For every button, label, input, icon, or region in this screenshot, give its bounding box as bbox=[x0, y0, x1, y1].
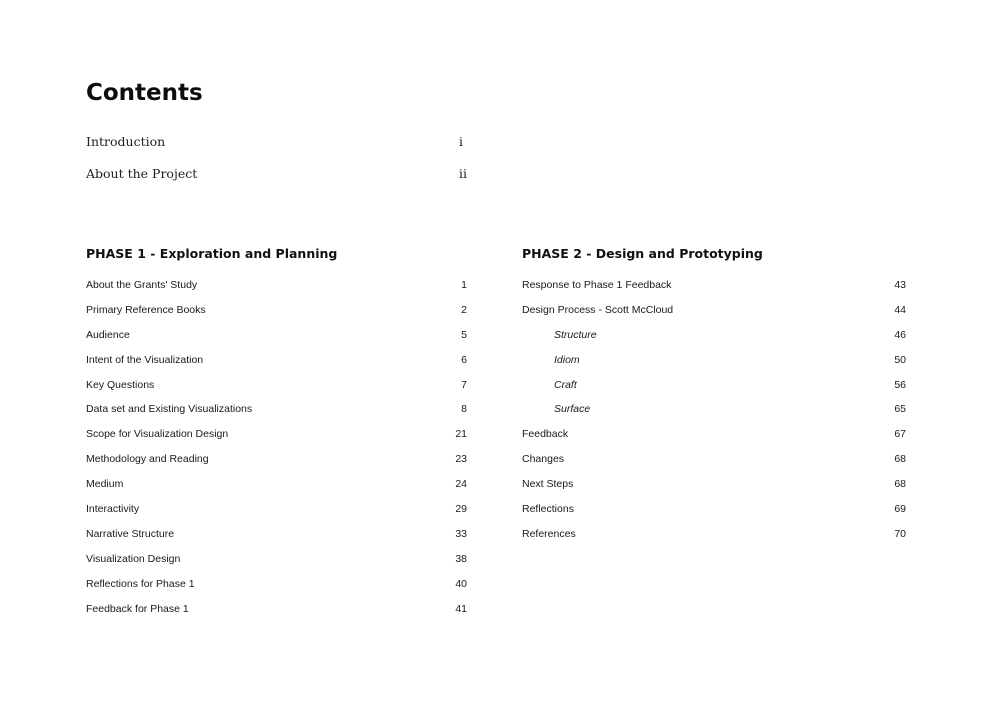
toc-entry-about-the-project[interactable] bbox=[86, 166, 476, 186]
toc-entry-label: About the Project bbox=[86, 166, 198, 181]
toc-entry-label: Methodology and Reading bbox=[86, 453, 209, 466]
toc-entry[interactable] bbox=[86, 451, 469, 476]
toc-entry[interactable] bbox=[86, 277, 469, 302]
toc-entry[interactable] bbox=[86, 426, 469, 451]
toc-entry[interactable] bbox=[522, 302, 906, 327]
toc-entry-page: ii bbox=[459, 166, 467, 181]
toc-entry-page: 40 bbox=[455, 577, 467, 590]
toc-entry-page: 43 bbox=[894, 279, 906, 291]
toc-entry-label: Data set and Existing Visualizations bbox=[86, 403, 253, 416]
toc-entry-page: 33 bbox=[455, 527, 467, 540]
toc-entry-label: References bbox=[522, 527, 576, 540]
toc-entry-page: 68 bbox=[894, 453, 906, 466]
toc-entry-label: Narrative Structure bbox=[86, 527, 175, 540]
toc-entry-label: Changes bbox=[522, 453, 565, 466]
page-title: Contents bbox=[86, 80, 203, 106]
toc-entry-label: Structure bbox=[554, 328, 597, 341]
toc-entry-label: Audience bbox=[86, 328, 130, 341]
toc-entry[interactable] bbox=[522, 401, 906, 426]
toc-entry[interactable] bbox=[86, 601, 469, 626]
toc-entry[interactable] bbox=[522, 526, 906, 551]
toc-entry[interactable] bbox=[86, 302, 469, 327]
toc-entry-label: Introduction bbox=[86, 134, 166, 149]
toc-entry[interactable] bbox=[86, 377, 469, 402]
toc-entry-label: Feedback for Phase 1 bbox=[86, 602, 189, 615]
toc-entry-label: Surface bbox=[554, 403, 591, 416]
toc-entry-page: 2 bbox=[461, 303, 467, 316]
toc-entry[interactable] bbox=[522, 426, 906, 451]
toc-entry-label: Visualization Design bbox=[86, 552, 181, 565]
toc-entry-label: Key Questions bbox=[86, 378, 155, 391]
toc-entry-label: Design Process - Scott McCloud bbox=[522, 303, 674, 316]
toc-entry[interactable] bbox=[86, 352, 469, 377]
toc-entry-label: Response to Phase 1 Feedback bbox=[522, 279, 672, 291]
toc-entry-page: 7 bbox=[461, 378, 467, 391]
toc-entry-label: Next Steps bbox=[522, 478, 574, 491]
toc-entry-label: Reflections bbox=[522, 503, 574, 516]
toc-entry[interactable] bbox=[522, 277, 906, 302]
toc-entry-page: 24 bbox=[455, 478, 467, 491]
toc-entry-label: Scope for Visualization Design bbox=[86, 428, 229, 441]
toc-entry-page: 38 bbox=[455, 552, 467, 565]
toc-entry-page: 29 bbox=[455, 503, 467, 516]
phase-1-toc-list bbox=[86, 277, 469, 625]
toc-entry[interactable] bbox=[86, 576, 469, 601]
toc-entry-label: Medium bbox=[86, 478, 124, 491]
toc-entry[interactable] bbox=[86, 526, 469, 551]
toc-entry[interactable] bbox=[86, 476, 469, 501]
toc-entry[interactable] bbox=[522, 476, 906, 501]
toc-entry-page: 23 bbox=[455, 453, 467, 466]
toc-entry-page: i bbox=[459, 134, 463, 149]
toc-entry-page: 70 bbox=[894, 527, 906, 540]
toc-entry-page: 69 bbox=[894, 503, 906, 516]
toc-entry-page: 67 bbox=[894, 428, 906, 441]
toc-entry[interactable] bbox=[522, 352, 906, 377]
toc-entry-page: 46 bbox=[894, 328, 906, 341]
toc-entry-label: Intent of the Visualization bbox=[86, 353, 204, 366]
phase-2-heading: PHASE 2 - Design and Prototyping bbox=[522, 246, 763, 261]
toc-entry-page: 21 bbox=[455, 428, 467, 441]
toc-entry-label: Interactivity bbox=[86, 503, 140, 516]
toc-entry-page: 1 bbox=[461, 279, 467, 291]
toc-entry-page: 44 bbox=[894, 303, 906, 316]
toc-entry-page: 68 bbox=[894, 478, 906, 491]
toc-entry[interactable] bbox=[86, 551, 469, 576]
toc-entry-page: 5 bbox=[461, 328, 467, 341]
toc-entry-label: About the Grants' Study bbox=[86, 279, 198, 291]
toc-entry-page: 50 bbox=[894, 353, 906, 366]
toc-entry[interactable] bbox=[86, 327, 469, 352]
toc-entry[interactable] bbox=[522, 327, 906, 352]
toc-entry-label: Reflections for Phase 1 bbox=[86, 577, 195, 590]
toc-entry-label: Craft bbox=[554, 378, 577, 391]
toc-entry-label: Feedback bbox=[522, 428, 569, 441]
toc-entry[interactable] bbox=[86, 401, 469, 426]
toc-entry[interactable] bbox=[86, 501, 469, 526]
toc-entry-page: 8 bbox=[461, 403, 467, 416]
toc-entry[interactable] bbox=[522, 501, 906, 526]
toc-entry-page: 41 bbox=[455, 602, 467, 615]
toc-entry-label: Primary Reference Books bbox=[86, 303, 206, 316]
toc-entry-page: 6 bbox=[461, 353, 467, 366]
toc-entry-introduction[interactable] bbox=[86, 134, 476, 154]
toc-entry-page: 65 bbox=[894, 403, 906, 416]
phase-1-heading: PHASE 1 - Exploration and Planning bbox=[86, 246, 338, 261]
toc-entry-label: Idiom bbox=[554, 353, 580, 366]
phase-2-toc-list bbox=[522, 277, 906, 551]
toc-entry[interactable] bbox=[522, 451, 906, 476]
toc-entry-page: 56 bbox=[894, 378, 906, 391]
toc-entry[interactable] bbox=[522, 377, 906, 402]
